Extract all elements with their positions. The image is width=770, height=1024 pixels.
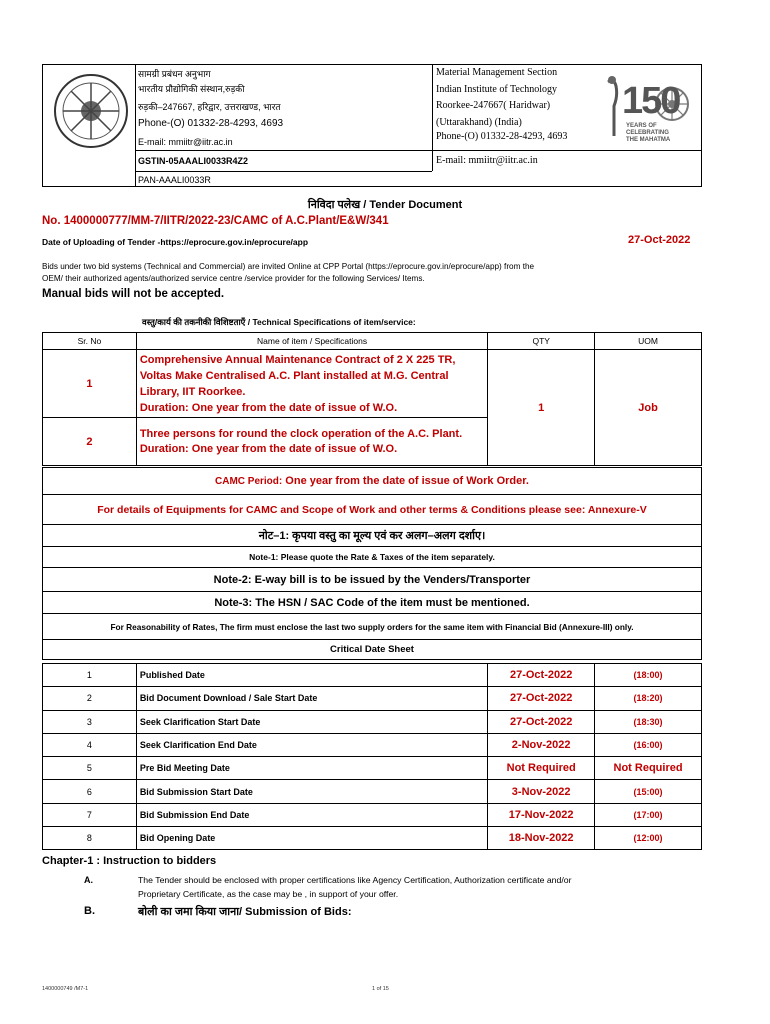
critical-title: Critical Date Sheet — [43, 640, 702, 660]
date-row-event: Bid Document Download / Sale Start Date — [136, 687, 487, 710]
date-row-no: 6 — [43, 780, 137, 803]
date-row-time: (18:00) — [595, 664, 702, 687]
header-left-line: भारतीय प्रौद्योगिकी संस्थान,रुड़की — [138, 84, 245, 94]
item-spec-line: Voltas Make Centralised A.C. Plant installed at M.G. Central — [139, 369, 449, 382]
header-left-line: E-mail: mmiitr@iitr.ac.in — [138, 137, 233, 147]
date-row-date: 18-Nov-2022 — [488, 827, 595, 850]
date-row-date: 3-Nov-2022 — [488, 780, 595, 803]
header-hline-2 — [135, 171, 432, 172]
point-a-text-2: Proprietary Certificate, as the case may be , in support of your offer. — [138, 889, 399, 899]
camc-period — [43, 468, 702, 495]
header-vline-2 — [432, 64, 433, 171]
date-row — [43, 757, 702, 780]
date-row-no: 5 — [43, 757, 137, 780]
date-row-time: (15:00) — [595, 780, 702, 803]
tender-number: No. 1400000777/MM-7/IITR/2022-23/CAMC of A.C.Plant/E&W/341 — [42, 215, 389, 227]
item-spec-line: Duration: One year from the date of issue of W.O. — [139, 442, 398, 455]
header-right-line: Material Management Section — [436, 67, 558, 78]
date-row-no: 7 — [43, 803, 137, 826]
date-row-no: 4 — [43, 733, 137, 756]
point-a-label: A. — [84, 875, 93, 885]
header-left-line: Phone-(O) 01332-28-4293, 4693 — [138, 118, 284, 129]
header-name: Name of item / Specifications — [136, 333, 487, 350]
upload-date: 27-Oct-2022 — [628, 234, 691, 246]
header-sr-no: Sr. No — [43, 333, 137, 350]
date-row-no: 8 — [43, 827, 137, 850]
note-1: Note-1: Please quote the Rate & Taxes of the item separately. — [43, 547, 702, 568]
page-title: निविदा पलेख / Tender Document — [307, 199, 463, 211]
item-spec-line: Library, IIT Roorkee. — [139, 385, 246, 398]
logo-caption — [626, 123, 670, 144]
date-row — [43, 687, 702, 710]
intro-line-2: OEM/ their authorized agents/authorized service centre /service provider for the following Services/ Items. — [42, 274, 425, 283]
date-row-no: 2 — [43, 687, 137, 710]
notes-table — [42, 467, 702, 660]
logo-number: 150 — [622, 80, 680, 122]
date-row-time: (17:00) — [595, 803, 702, 826]
date-row-time: (18:20) — [595, 687, 702, 710]
item-uom: Job — [595, 350, 702, 466]
spec-heading: वस्तु/कार्य की तकनीकी विशिष्टताएँ / Technical Specifications of item/service: — [142, 317, 416, 327]
upload-label: Date of Uploading of Tender -https://eprocure.gov.in/eprocure/app — [42, 237, 309, 247]
date-row-event: Seek Clarification Start Date — [136, 710, 487, 733]
date-row-time: (18:30) — [595, 710, 702, 733]
date-row-date: Not Required — [488, 757, 595, 780]
date-row — [43, 827, 702, 850]
header-left-text — [138, 68, 428, 150]
footer-left: 1400000749 /M7-1 — [42, 986, 89, 992]
spec-table — [42, 332, 702, 466]
logo-caption-line: YEARS OF — [626, 123, 657, 129]
header-right-email: E-mail: mmiitr@iitr.ac.in — [436, 155, 538, 166]
header-left-line: सामग्री प्रबंधन अनुभाग — [138, 69, 211, 79]
header-right-line: Indian Institute of Technology — [436, 84, 558, 95]
iitr-seal-icon — [52, 70, 130, 152]
date-row-date: 27-Oct-2022 — [488, 710, 595, 733]
date-row-date: 27-Oct-2022 — [488, 687, 595, 710]
date-row — [43, 780, 702, 803]
header-uom: UOM — [595, 333, 702, 350]
item-spec — [136, 418, 487, 466]
date-row-date: 27-Oct-2022 — [488, 664, 595, 687]
date-row-date: 2-Nov-2022 — [488, 733, 595, 756]
date-row-date: 17-Nov-2022 — [488, 803, 595, 826]
item-spec — [136, 350, 487, 418]
note-2: Note-2: E-way bill is to be issued by the Venders/Transporter — [43, 568, 702, 592]
date-row-no: 1 — [43, 664, 137, 687]
date-row — [43, 733, 702, 756]
item-qty: 1 — [488, 350, 595, 466]
header-left-line: रुड़की–247667, हरिद्वार, उत्तराखण्ड, भारत — [138, 102, 281, 112]
footer-page: 1 of 15 — [372, 986, 389, 992]
date-row-event: Bid Submission End Date — [136, 803, 487, 826]
reasonability: For Reasonability of Rates, The firm must enclose the last two supply orders for the same item with Financial Bid (Annexure-III) only. — [43, 614, 702, 640]
manual-bids: Manual bids will not be accepted. — [42, 288, 225, 300]
date-row-event: Seek Clarification End Date — [136, 733, 487, 756]
header-right-line: Roorkee-247667( Haridwar) — [436, 100, 551, 111]
chapter-heading: Chapter-1 : Instruction to bidders — [42, 855, 217, 867]
date-row-time: (12:00) — [595, 827, 702, 850]
date-row-no: 3 — [43, 710, 137, 733]
date-row-time: (16:00) — [595, 733, 702, 756]
gstin: GSTIN-05AAALI0033R4Z2 — [138, 156, 249, 166]
critical-date-table — [42, 663, 702, 850]
table-row — [43, 350, 702, 418]
camc-value: One year from the date of issue of Work Order. — [285, 475, 529, 487]
camc-label: CAMC Period: — [215, 476, 283, 487]
header-vline-1 — [135, 64, 136, 187]
logo-caption-line: CELEBRATING — [626, 130, 669, 136]
item-spec-line: Duration: One year from the date of issue of W.O. — [139, 401, 398, 414]
date-row-time: Not Required — [595, 757, 702, 780]
point-a-text-1: The Tender should be enclosed with proper certifications like Agency Certification, Authorization certificate and/or — [138, 875, 572, 885]
date-row-event: Published Date — [136, 664, 487, 687]
header-hline-1 — [135, 150, 702, 151]
header-qty: QTY — [488, 333, 595, 350]
header-right-line: (Uttarakhand) (India) — [436, 117, 522, 128]
date-row — [43, 710, 702, 733]
date-row — [43, 803, 702, 826]
date-row-event: Bid Opening Date — [136, 827, 487, 850]
item-sr: 1 — [43, 350, 137, 418]
item-spec-line: Comprehensive Annual Maintenance Contract of 2 X 225 TR, — [139, 353, 456, 366]
gandhi-150-logo — [600, 72, 700, 150]
logo-caption-line: THE MAHATMA — [626, 137, 671, 143]
item-spec-line: Three persons for round the clock operation of the A.C. Plant. — [139, 427, 463, 440]
point-b-text: बोली का जमा किया जाना/ Submission of Bids: — [138, 906, 352, 918]
note-3: Note-3: The HSN / SAC Code of the item must be mentioned. — [43, 592, 702, 614]
point-b-label: B. — [84, 905, 95, 917]
details-line: For details of Equipments for CAMC and Scope of Work and other terms & Conditions please see: Annexure-V — [43, 495, 702, 525]
date-row-event: Pre Bid Meeting Date — [136, 757, 487, 780]
item-sr: 2 — [43, 418, 137, 466]
note-hindi: नोट–1: कृपया वस्तु का मूल्य एवं कर अलग–अलग दर्शाए। — [43, 525, 702, 547]
date-row-event: Bid Submission Start Date — [136, 780, 487, 803]
pan: PAN-AAALI0033R — [138, 175, 211, 185]
header-right-line: Phone-(O) 01332-28-4293, 4693 — [436, 131, 568, 142]
date-row — [43, 664, 702, 687]
intro-line-1: Bids under two bid systems (Technical and Commercial) are invited Online at CPP Portal (https://eprocure.gov.in/eprocure/app) from the — [42, 262, 535, 271]
